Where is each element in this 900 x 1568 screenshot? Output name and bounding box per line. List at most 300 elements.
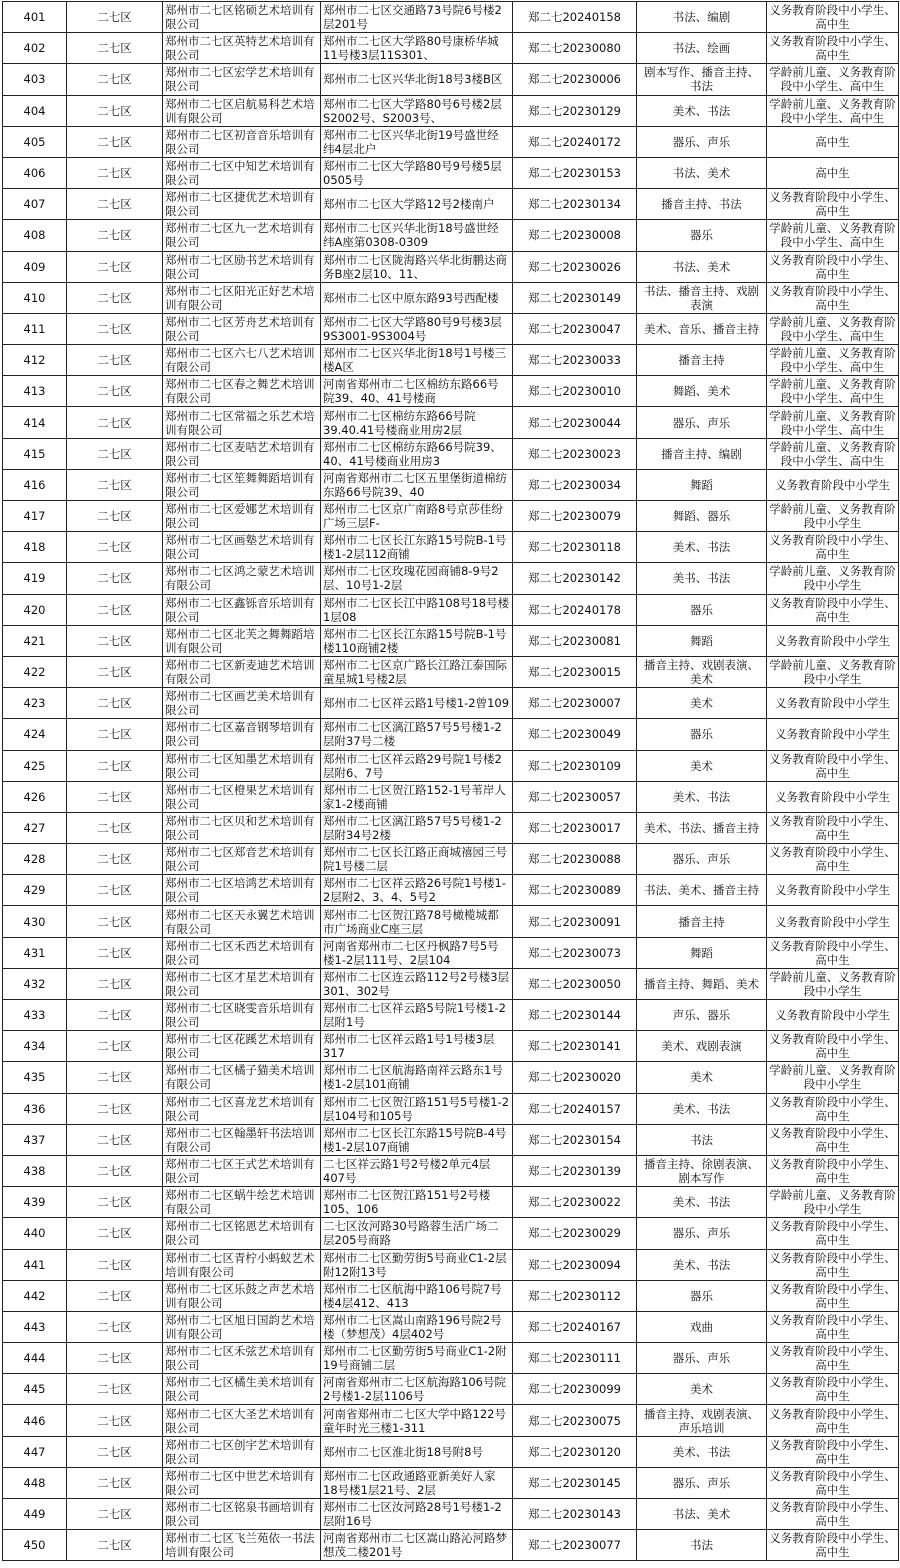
- institution-name-text: 郑州市二七区六七八艺术培训有限公司: [165, 346, 315, 375]
- cell-district: [67, 1343, 163, 1374]
- cell-target-students: [767, 781, 899, 812]
- cell-address: [321, 1405, 513, 1436]
- cell-license-number: [513, 1436, 637, 1467]
- cell-district: [67, 1280, 163, 1311]
- cell-row-number: [3, 189, 67, 220]
- address-text: 郑州市二七区祥云路5号院1号楼1-2层附1号: [323, 1001, 506, 1030]
- district-text: 二七区: [97, 633, 132, 648]
- license-number-text: 郑二七20230033: [527, 353, 622, 368]
- table-row: [3, 594, 899, 625]
- cell-row-number: [3, 688, 67, 719]
- cell-district: [67, 251, 163, 282]
- district-text: 二七区: [97, 103, 132, 118]
- address-text: 河南省郑州市二七区五里堡街道棉纺东路66号院39、40: [323, 470, 507, 499]
- cell-address: [321, 781, 513, 812]
- row-number-text: 414: [23, 415, 46, 430]
- cell-license-number: [513, 656, 637, 687]
- district-text: 二七区: [97, 540, 132, 555]
- training-subjects-text: 器乐: [690, 602, 713, 617]
- training-subjects-text: 器乐: [690, 1288, 713, 1303]
- institution-name-text: 郑州市二七区橙果艺术培训有限公司: [165, 782, 315, 811]
- cell-license-number: [513, 126, 637, 157]
- address-text: 郑州市二七区兴华北街19号盛世经纬4层北户: [323, 127, 499, 156]
- cell-institution-name: [163, 64, 321, 95]
- target-students-text: 义务教育阶段中小学生、高中生: [769, 1157, 896, 1186]
- table-row: [3, 1124, 899, 1155]
- cell-address: [321, 1218, 513, 1249]
- cell-institution-name: [163, 1249, 321, 1280]
- cell-district: [67, 126, 163, 157]
- training-subjects-text: 书法、美术: [672, 166, 731, 181]
- table-row: [3, 1467, 899, 1498]
- training-subjects-text: 美书、书法: [672, 571, 731, 586]
- cell-training-subjects: [637, 407, 767, 438]
- cell-row-number: [3, 563, 67, 594]
- training-subjects-text: 器乐、声乐: [672, 1226, 731, 1241]
- training-subjects-text: 书法、美术: [672, 1507, 731, 1522]
- row-number-text: 416: [23, 477, 46, 492]
- training-subjects-text: 书法、绘画: [672, 41, 731, 56]
- district-text: 二七区: [97, 1507, 132, 1522]
- district-text: 二七区: [97, 1351, 132, 1366]
- table-row: [3, 2, 899, 33]
- cell-training-subjects: [637, 906, 767, 937]
- cell-row-number: [3, 1405, 67, 1436]
- cell-target-students: [767, 282, 899, 313]
- table-row: [3, 688, 899, 719]
- address-text: 郑州市二七区长江中路108号18号楼1层08: [323, 595, 510, 624]
- cell-target-students: [767, 33, 899, 64]
- institution-name-text: 郑州市二七区王式艺术培训有限公司: [165, 1157, 315, 1186]
- cell-address: [321, 1436, 513, 1467]
- cell-target-students: [767, 376, 899, 407]
- row-number-text: 441: [23, 1257, 46, 1272]
- cell-address: [321, 376, 513, 407]
- cell-address: [321, 126, 513, 157]
- cell-institution-name: [163, 1000, 321, 1031]
- cell-license-number: [513, 501, 637, 532]
- institution-name-text: 郑州市二七区铭恩艺术培训有限公司: [165, 1219, 315, 1248]
- training-subjects-text: 舞蹈: [690, 945, 713, 960]
- table-row: [3, 1000, 899, 1031]
- district-text: 二七区: [97, 228, 132, 243]
- cell-institution-name: [163, 844, 321, 875]
- license-number-text: 郑二七20230141: [527, 1039, 622, 1054]
- cell-training-subjects: [637, 1124, 767, 1155]
- cell-district: [67, 469, 163, 500]
- address-text: 郑州市二七区勤劳街5号商业C1-2附19号商铺二层: [323, 1344, 507, 1373]
- table-row: [3, 1062, 899, 1093]
- cell-row-number: [3, 1000, 67, 1031]
- row-number-text: 404: [23, 103, 46, 118]
- cell-address: [321, 1124, 513, 1155]
- target-students-text: 学龄前儿童、义务教育阶段中小学生、高中生: [769, 96, 896, 125]
- cell-target-students: [767, 1187, 899, 1218]
- cell-training-subjects: [637, 532, 767, 563]
- cell-district: [67, 812, 163, 843]
- training-subjects-text: 书法、美术: [672, 259, 731, 274]
- cell-target-students: [767, 719, 899, 750]
- institution-name-text: 郑州市二七区嘉音钢琴培训有限公司: [165, 720, 315, 749]
- training-subjects-text: 播音主持、舞蹈、美术: [644, 976, 759, 991]
- row-number-text: 440: [23, 1226, 46, 1241]
- cell-address: [321, 1467, 513, 1498]
- cell-institution-name: [163, 407, 321, 438]
- cell-district: [67, 688, 163, 719]
- table-row: [3, 95, 899, 126]
- cell-license-number: [513, 220, 637, 251]
- cell-institution-name: [163, 1499, 321, 1530]
- row-number-text: 408: [23, 228, 46, 243]
- cell-training-subjects: [637, 1405, 767, 1436]
- cell-license-number: [513, 282, 637, 313]
- cell-row-number: [3, 1249, 67, 1280]
- cell-district: [67, 376, 163, 407]
- cell-address: [321, 64, 513, 95]
- district-text: 二七区: [97, 1538, 132, 1553]
- cell-training-subjects: [637, 1093, 767, 1124]
- cell-address: [321, 688, 513, 719]
- cell-row-number: [3, 376, 67, 407]
- cell-training-subjects: [637, 656, 767, 687]
- institution-name-text: 郑州市二七区天永翼艺术培训有限公司: [165, 907, 315, 936]
- cell-target-students: [767, 1031, 899, 1062]
- training-subjects-text: 美术: [690, 696, 713, 711]
- institution-name-text: 郑州市二七区九一艺术培训有限公司: [165, 221, 315, 250]
- training-subjects-text: 美术、书法、播音主持: [644, 820, 759, 835]
- district-text: 二七区: [97, 758, 132, 773]
- cell-target-students: [767, 2, 899, 33]
- cell-institution-name: [163, 906, 321, 937]
- training-subjects-text: 器乐、声乐: [672, 1351, 731, 1366]
- row-number-text: 402: [23, 41, 46, 56]
- cell-target-students: [767, 625, 899, 656]
- cell-address: [321, 251, 513, 282]
- target-students-text: 义务教育阶段中小学生、高中生: [769, 1375, 896, 1404]
- institution-name-text: 郑州市二七区翰墨轩书法培训有限公司: [165, 1125, 315, 1154]
- training-subjects-text: 舞蹈、美术: [672, 384, 731, 399]
- cell-license-number: [513, 345, 637, 376]
- table-row: [3, 345, 899, 376]
- target-students-text: 义务教育阶段中小学生、高中生: [769, 1437, 896, 1466]
- cell-address: [321, 1499, 513, 1530]
- district-text: 二七区: [97, 384, 132, 399]
- cell-institution-name: [163, 563, 321, 594]
- cell-address: [321, 345, 513, 376]
- cell-training-subjects: [637, 189, 767, 220]
- row-number-text: 415: [23, 446, 46, 461]
- row-number-text: 424: [23, 727, 46, 742]
- license-number-text: 郑二七20230020: [527, 1070, 622, 1085]
- cell-license-number: [513, 1124, 637, 1155]
- license-number-text: 郑二七20230143: [527, 1507, 622, 1522]
- cell-district: [67, 625, 163, 656]
- address-text: 郑州市二七区大学路80号6号楼2层S2002号、S2003号、: [323, 96, 502, 125]
- address-text: 郑州市二七区交通路73号院6号楼2层201号: [323, 3, 502, 32]
- target-students-text: 义务教育阶段中小学生: [775, 914, 890, 929]
- cell-district: [67, 438, 163, 469]
- cell-district: [67, 656, 163, 687]
- license-number-text: 郑二七20230034: [527, 477, 622, 492]
- table-row: [3, 937, 899, 968]
- training-subjects-text: 播音主持: [678, 914, 725, 929]
- district-text: 二七区: [97, 696, 132, 711]
- cell-institution-name: [163, 625, 321, 656]
- address-text: 郑州市二七区棉纺东路66号院39.40.41号楼商业用房2层: [323, 408, 476, 437]
- institution-name-text: 郑州市二七区麦咭艺术培训有限公司: [165, 439, 315, 468]
- cell-target-students: [767, 906, 899, 937]
- cell-license-number: [513, 1405, 637, 1436]
- license-number-text: 郑二七20230088: [527, 852, 622, 867]
- table-row: [3, 64, 899, 95]
- cell-target-students: [767, 1467, 899, 1498]
- cell-training-subjects: [637, 968, 767, 999]
- cell-license-number: [513, 812, 637, 843]
- cell-row-number: [3, 532, 67, 563]
- cell-license-number: [513, 1530, 637, 1561]
- cell-training-subjects: [637, 1280, 767, 1311]
- cell-license-number: [513, 376, 637, 407]
- district-text: 二七区: [97, 415, 132, 430]
- training-subjects-text: 书法、播音主持、戏剧表演: [644, 283, 759, 312]
- row-number-text: 429: [23, 883, 46, 898]
- cell-institution-name: [163, 1155, 321, 1186]
- cell-row-number: [3, 1436, 67, 1467]
- target-students-text: 义务教育阶段中小学生: [775, 477, 890, 492]
- district-text: 二七区: [97, 727, 132, 742]
- license-number-text: 郑二七20230044: [527, 415, 622, 430]
- table-row: [3, 438, 899, 469]
- cell-address: [321, 1187, 513, 1218]
- institution-name-text: 郑州市二七区阳光正好艺术培训有限公司: [165, 283, 315, 312]
- address-text: 郑州市二七区大学路80号9号楼3层9S3001-9S3004号: [323, 314, 502, 343]
- cell-district: [67, 1000, 163, 1031]
- cell-license-number: [513, 1187, 637, 1218]
- cell-target-students: [767, 656, 899, 687]
- cell-district: [67, 189, 163, 220]
- row-number-text: 427: [23, 820, 46, 835]
- district-text: 二七区: [97, 945, 132, 960]
- license-number-text: 郑二七20230118: [527, 540, 622, 555]
- table-row: [3, 906, 899, 937]
- cell-district: [67, 937, 163, 968]
- cell-row-number: [3, 1124, 67, 1155]
- cell-training-subjects: [637, 844, 767, 875]
- cell-training-subjects: [637, 781, 767, 812]
- cell-district: [67, 1311, 163, 1342]
- row-number-text: 422: [23, 665, 46, 680]
- row-number-text: 439: [23, 1195, 46, 1210]
- target-students-text: 义务教育阶段中小学生: [775, 727, 890, 742]
- target-students-text: 学龄前儿童、义务教育阶段中小学生: [769, 1063, 896, 1092]
- cell-district: [67, 33, 163, 64]
- district-text: 二七区: [97, 1008, 132, 1023]
- training-subjects-text: 舞蹈、器乐: [672, 509, 731, 524]
- row-number-text: 432: [23, 976, 46, 991]
- cell-license-number: [513, 532, 637, 563]
- row-number-text: 434: [23, 1039, 46, 1054]
- district-text: 二七区: [97, 1444, 132, 1459]
- row-number-text: 412: [23, 353, 46, 368]
- cell-row-number: [3, 345, 67, 376]
- row-number-text: 426: [23, 789, 46, 804]
- cell-district: [67, 532, 163, 563]
- institution-name-text: 郑州市二七区鸿之蒙艺术培训有限公司: [165, 564, 315, 593]
- table-row: [3, 376, 899, 407]
- cell-institution-name: [163, 688, 321, 719]
- district-text: 二七区: [97, 10, 132, 25]
- district-text: 二七区: [97, 602, 132, 617]
- cell-row-number: [3, 1093, 67, 1124]
- license-number-text: 郑二七20230112: [527, 1288, 622, 1303]
- training-subjects-text: 美术、书法: [672, 1195, 731, 1210]
- table-row: [3, 968, 899, 999]
- target-students-text: 义务教育阶段中小学生: [775, 883, 890, 898]
- cell-address: [321, 875, 513, 906]
- cell-license-number: [513, 251, 637, 282]
- license-number-text: 郑二七20230099: [527, 1382, 622, 1397]
- row-number-text: 406: [23, 166, 46, 181]
- address-text: 郑州市二七区贺江路152-1号苇岸人家1-2楼商铺: [323, 782, 506, 811]
- address-text: 二七区祥云路1号2号楼2单元4层407号: [323, 1157, 491, 1186]
- training-subjects-text: 戏曲: [690, 1319, 713, 1334]
- cell-institution-name: [163, 376, 321, 407]
- cell-training-subjects: [637, 95, 767, 126]
- target-students-text: 义务教育阶段中小学生、高中生: [769, 595, 896, 624]
- license-number-text: 郑二七20230015: [527, 665, 622, 680]
- cell-address: [321, 1311, 513, 1342]
- license-number-text: 郑二七20230057: [527, 789, 622, 804]
- cell-training-subjects: [637, 1000, 767, 1031]
- institution-name-text: 郑州市二七区青柠小蚂蚁艺术培训有限公司: [165, 1250, 315, 1279]
- target-students-text: 高中生: [815, 134, 850, 149]
- cell-license-number: [513, 1343, 637, 1374]
- cell-institution-name: [163, 1031, 321, 1062]
- target-students-text: 义务教育阶段中小学生、高中生: [769, 1250, 896, 1279]
- cell-training-subjects: [637, 1218, 767, 1249]
- license-number-text: 郑二七20230026: [527, 259, 622, 274]
- cell-address: [321, 189, 513, 220]
- institution-name-text: 郑州市二七区创宇艺术培训有限公司: [165, 1437, 315, 1466]
- cell-institution-name: [163, 1405, 321, 1436]
- training-subjects-text: 美术、书法: [672, 1444, 731, 1459]
- cell-license-number: [513, 438, 637, 469]
- institution-name-text: 郑州市二七区禾西艺术培训有限公司: [165, 938, 315, 967]
- license-number-text: 郑二七20240157: [527, 1101, 622, 1116]
- target-students-text: 义务教育阶段中小学生、高中生: [769, 1406, 896, 1435]
- target-students-text: 学龄前儿童、义务教育阶段中小学生: [769, 1188, 896, 1217]
- cell-address: [321, 407, 513, 438]
- cell-training-subjects: [637, 1062, 767, 1093]
- row-number-text: 421: [23, 633, 46, 648]
- district-text: 二七区: [97, 259, 132, 274]
- district-text: 二七区: [97, 571, 132, 586]
- district-text: 二七区: [97, 1195, 132, 1210]
- target-students-text: 义务教育阶段中小学生、高中生: [769, 1219, 896, 1248]
- training-subjects-text: 播音主持、戏剧表演、声乐培训: [644, 1406, 759, 1435]
- training-subjects-text: 美术: [690, 758, 713, 773]
- cell-district: [67, 1436, 163, 1467]
- cell-district: [67, 968, 163, 999]
- cell-address: [321, 2, 513, 33]
- training-subjects-text: 播音主持、编剧: [661, 446, 742, 461]
- cell-address: [321, 95, 513, 126]
- table-row: [3, 33, 899, 64]
- address-text: 郑州市二七区长江东路15号院B-1号楼1-2层112商铺: [323, 533, 507, 562]
- district-text: 二七区: [97, 820, 132, 835]
- cell-training-subjects: [637, 313, 767, 344]
- row-number-text: 445: [23, 1382, 46, 1397]
- cell-target-students: [767, 126, 899, 157]
- cell-row-number: [3, 1155, 67, 1186]
- cell-address: [321, 625, 513, 656]
- cell-license-number: [513, 937, 637, 968]
- address-text: 河南省郑州市二七区丹枫路7号5号楼1-2层111号、2层104: [323, 938, 499, 967]
- address-text: 郑州市二七区漓江路57号5号楼1-2层附34号2楼: [323, 813, 502, 842]
- license-number-text: 郑二七20230010: [527, 384, 622, 399]
- table-row: [3, 282, 899, 313]
- cell-target-students: [767, 968, 899, 999]
- address-text: 郑州市二七区兴华北街18号3楼B区: [323, 72, 503, 87]
- table-row: [3, 1031, 899, 1062]
- institution-name-text: 郑州市二七区飞兰苑依一书法培训有限公司: [165, 1531, 315, 1560]
- cell-row-number: [3, 282, 67, 313]
- row-number-text: 417: [23, 509, 46, 524]
- cell-row-number: [3, 64, 67, 95]
- row-number-text: 448: [23, 1475, 46, 1490]
- license-number-text: 郑二七20230050: [527, 976, 622, 991]
- target-students-text: 学龄前儿童、义务教育阶段中小学生、高中生: [769, 346, 896, 375]
- district-text: 二七区: [97, 1382, 132, 1397]
- target-students-text: 义务教育阶段中小学生、高中生: [769, 252, 896, 281]
- cell-license-number: [513, 1499, 637, 1530]
- cell-target-students: [767, 438, 899, 469]
- license-number-text: 郑二七20230022: [527, 1195, 622, 1210]
- table-row: [3, 1093, 899, 1124]
- cell-license-number: [513, 64, 637, 95]
- institution-name-text: 郑州市二七区芳舟艺术培训有限公司: [165, 314, 315, 343]
- cell-institution-name: [163, 1374, 321, 1405]
- target-students-text: 义务教育阶段中小学生: [775, 633, 890, 648]
- cell-row-number: [3, 781, 67, 812]
- cell-institution-name: [163, 532, 321, 563]
- training-subjects-text: 美术: [690, 1382, 713, 1397]
- cell-license-number: [513, 906, 637, 937]
- institution-name-text: 郑州市二七区爱娜艺术培训有限公司: [165, 502, 315, 531]
- target-students-text: 义务教育阶段中小学生、高中生: [769, 1312, 896, 1341]
- address-text: 河南省郑州市二七区航海路106号院2号楼1-2层1106号: [323, 1375, 506, 1404]
- institution-name-text: 郑州市二七区铭泉书画培训有限公司: [165, 1500, 315, 1529]
- cell-institution-name: [163, 1343, 321, 1374]
- cell-institution-name: [163, 282, 321, 313]
- table-row: [3, 812, 899, 843]
- cell-training-subjects: [637, 251, 767, 282]
- cell-address: [321, 532, 513, 563]
- district-text: 二七区: [97, 166, 132, 181]
- cell-address: [321, 501, 513, 532]
- cell-row-number: [3, 1530, 67, 1561]
- institution-name-text: 郑州市二七区春之舞艺术培训有限公司: [165, 377, 315, 406]
- target-students-text: 义务教育阶段中小学生、高中生: [769, 845, 896, 874]
- cell-training-subjects: [637, 1311, 767, 1342]
- license-number-text: 郑二七20230077: [527, 1538, 622, 1553]
- license-number-text: 郑二七20230080: [527, 41, 622, 56]
- cell-institution-name: [163, 1436, 321, 1467]
- license-number-text: 郑二七20230029: [527, 1226, 622, 1241]
- cell-license-number: [513, 594, 637, 625]
- cell-address: [321, 220, 513, 251]
- institution-name-text: 郑州市二七区笙舞舞蹈培训有限公司: [165, 470, 315, 499]
